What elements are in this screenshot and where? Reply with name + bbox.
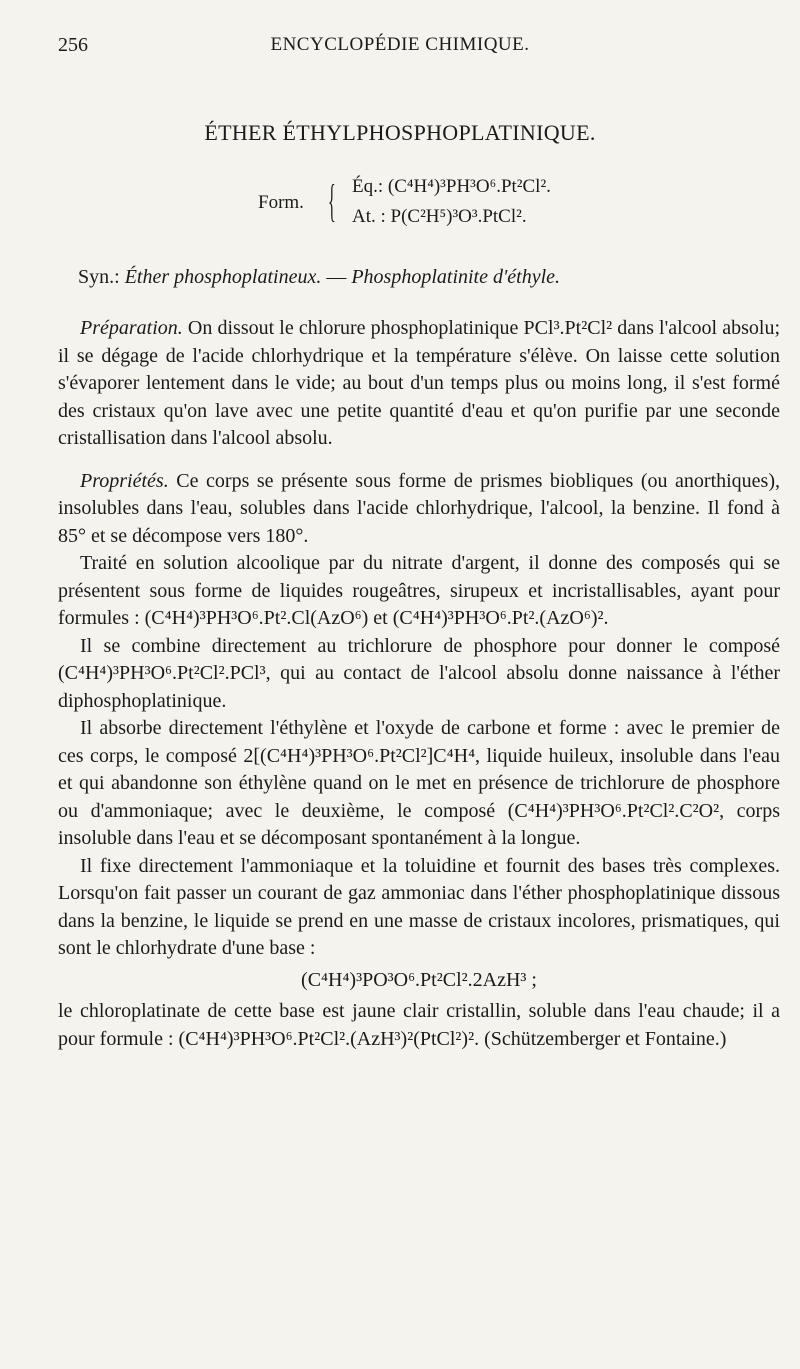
paragraph-text: On dissout le chlorure phosphoplatinique PCl³.Pt²Cl² dans l'alcool absolu; il se dégage de l'acide chlorhydrique et la température s'élève. On laisse cette solution s'évaporer lentement dans le vide; au bout d'un temps plus ou moins long, il s'est formé des cristaux qu'on lave avec une petite quantité d'eau et qu'on purifie par une seconde cristallisation dans l'alcool absolu. <box>58 317 780 449</box>
synonyms-separator: — <box>321 266 352 288</box>
page-number: 256 <box>58 34 88 56</box>
paragraph-chloroplatinate: le chloroplatinate de cette base est jaune clair cristallin, soluble dans l'eau chaude; il a pour formule : (C⁴H⁴)³PH³O⁶.Pt²Cl².(AzH³)²(PtCl²)². (Schützemberger et Fontaine.) <box>58 1000 780 1050</box>
paragraph-text: Ce corps se présente sous forme de prismes biobliques (ou anorthiques), insolubles dans l'eau, solubles dans l'acide chlorhydrique, l'alcool, la benzine. Il fond à 85° et se décompose vers 180°. <box>58 469 780 547</box>
paragraph-ethylene <box>58 715 780 853</box>
formula-label: Form. <box>258 192 304 213</box>
brace-glyph: { <box>328 175 336 226</box>
synonym-1: Éther phosphoplatineux. <box>124 266 322 288</box>
centered-formula: (C⁴H⁴)³PO³O⁶.Pt²Cl².2AzH³ ; <box>301 968 537 991</box>
section-heading-properties: Propriétés. <box>80 469 169 492</box>
body-text <box>58 315 780 1053</box>
synonyms-line <box>78 266 560 289</box>
section-heading-preparation: Préparation. <box>80 317 183 339</box>
running-head <box>0 34 800 64</box>
paragraph-text: Il fixe directement l'ammoniaque et la toluidine et fournit des bases très complexes. Lorsqu'on fait passer un courant de gaz ammoniac dans l'éther phosphoplatinique dissous dans la benzine, le liquide se prend en une masse de cristaux incolores, prismatiques, qui sont le chlorhydrate d'une base : <box>58 854 780 959</box>
paragraph-phosphorus-trichloride <box>58 633 780 716</box>
synonyms-prefix: Syn.: <box>78 266 125 288</box>
paragraph-text: Il se combine directement au trichlorure de phosphore pour donner le composé (C⁴H⁴)³PH³O⁶.Pt²Cl².PCl³, qui au contact de l'alcool absolu donne naissance à l'éther diphosphoplatinique. <box>58 634 780 712</box>
article-title: ÉTHER ÉTHYLPHOSPHOPLATINIQUE. <box>204 120 596 145</box>
paragraph-silver-nitrate <box>58 550 780 633</box>
formula-equivalent: Éq.: (C⁴H⁴)³PH³O⁶.Pt²Cl². <box>352 176 551 197</box>
synonym-2: Phosphoplatinite d'éthyle. <box>351 266 561 288</box>
running-title: ENCYCLOPÉDIE CHIMIQUE. <box>270 34 530 55</box>
paragraph-ammonia <box>58 853 780 963</box>
formula-atomic: At. : P(C²H⁵)³O³.PtCl². <box>352 206 527 227</box>
paragraph-preparation <box>58 315 780 453</box>
paragraph-text: Traité en solution alcoolique par du nitrate d'argent, il donne des composés qui se présentent sous forme de liquides rougeâtres, sirupeux et incristallisables, ayant pour formules : (C⁴H⁴)³PH³O⁶.Pt².Cl(AzO⁶) et (C⁴H⁴)³PH³O⁶.Pt².(AzO⁶)². <box>58 552 780 629</box>
paragraph-properties <box>58 468 780 551</box>
paragraph-text: Il absorbe directement l'éthylène et l'oxyde de carbone et forme : avec le premier de ces corps, le composé 2[(C⁴H⁴)³PH³O⁶.Pt²Cl²]C⁴H⁴, liquide huileux, insoluble dans l'eau et qui abandonne son éthylène quand on le met en présence de trichlorure de phosphore ou d'ammoniaque; avec le deuxième, le composé (C⁴H⁴)³PH³O⁶.Pt²Cl².C²O², corps insoluble dans l'eau et se décomposant spontanément à la longue. <box>58 717 780 849</box>
